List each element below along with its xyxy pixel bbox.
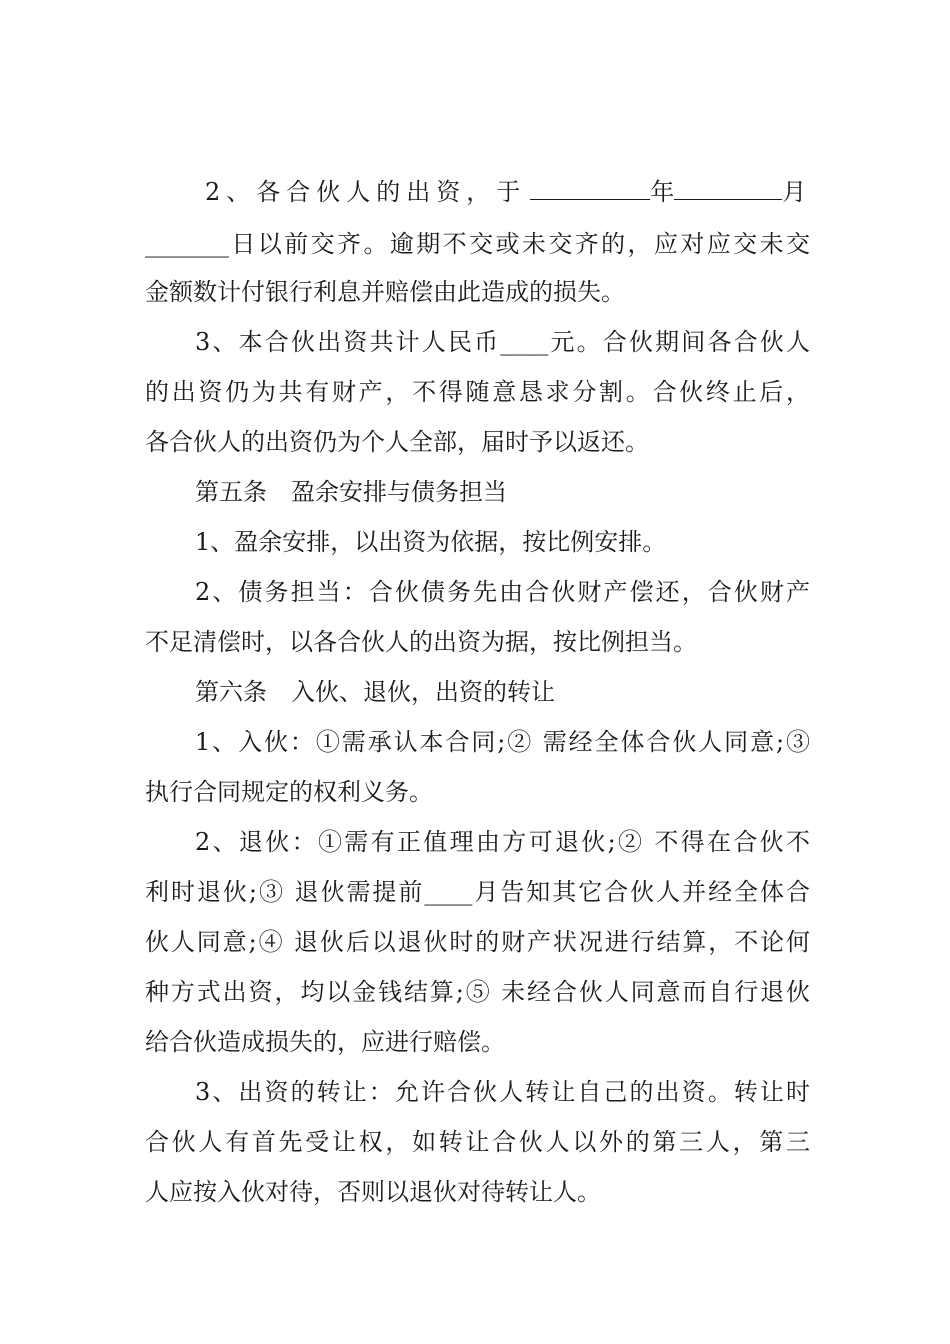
art6-item2-line4: 种方式出资，均以金钱结算;⑤ 未经合伙人同意而自行退伙: [145, 978, 810, 1006]
art6-item1-line1: 1、入伙：①需承认本合同;② 需经全体合伙人同意;③: [195, 728, 810, 756]
year-label: 年: [650, 178, 675, 206]
art6-item2-line1: 2、退伙：①需有正值理由方可退伙;② 不得在合伙不: [195, 828, 810, 856]
art4-item2-line1: [205, 176, 810, 208]
month-label: 月: [782, 178, 807, 206]
date-blank-year: [530, 177, 650, 200]
art6-item2-line3: 伙人同意;④ 退伙后以退伙时的财产状况进行结算，不论何: [145, 928, 810, 956]
art6-item2-line2: 利时退伙;③ 退伙需提前____月告知其它合伙人并经全体合: [145, 878, 810, 906]
art5-item2-line1: 2、债务担当：合伙债务先由合伙财产偿还，合伙财产: [195, 578, 810, 606]
art4-item3-line1: 3、本合伙出资共计人民币____元。合伙期间各合伙人: [195, 328, 810, 356]
date-blank-month: [674, 177, 782, 200]
art6-heading: 第六条 入伙、退伙，出资的转让: [195, 678, 555, 706]
art6-item3-line2: 合伙人有首先受让权，如转让合伙人以外的第三人，第三: [145, 1128, 810, 1156]
art5-item2-line2: 不足清偿时，以各合伙人的出资为据，按比例担当。: [145, 628, 697, 656]
art4-item2-line2: _______日以前交齐。逾期不交或未交齐的，应对应交未交: [145, 230, 810, 258]
art4-item3-line3: 各合伙人的出资仍为个人全部，届时予以返还。: [145, 428, 649, 456]
art5-item1: 1、盈余安排，以出资为依据，按比例安排。: [195, 528, 667, 556]
art5-heading: 第五条 盈余安排与债务担当: [195, 478, 507, 506]
art4-item2-text-before: 2、各合伙人的出资，于: [205, 178, 527, 206]
art4-item2-line3: 金额数计付银行利息并赔偿由此造成的损失。: [145, 278, 625, 306]
art6-item3-line1: 3、出资的转让：允许合伙人转让自己的出资。转让时: [195, 1078, 810, 1106]
art4-item3-line2: 的出资仍为共有财产，不得随意恳求分割。合伙终止后，: [145, 378, 810, 406]
art6-item1-line2: 执行合同规定的权利义务。: [145, 778, 433, 806]
art6-item2-line5: 给合伙造成损失的，应进行赔偿。: [145, 1028, 505, 1056]
art6-item3-line3: 人应按入伙对待，否则以退伙对待转让人。: [145, 1178, 601, 1206]
